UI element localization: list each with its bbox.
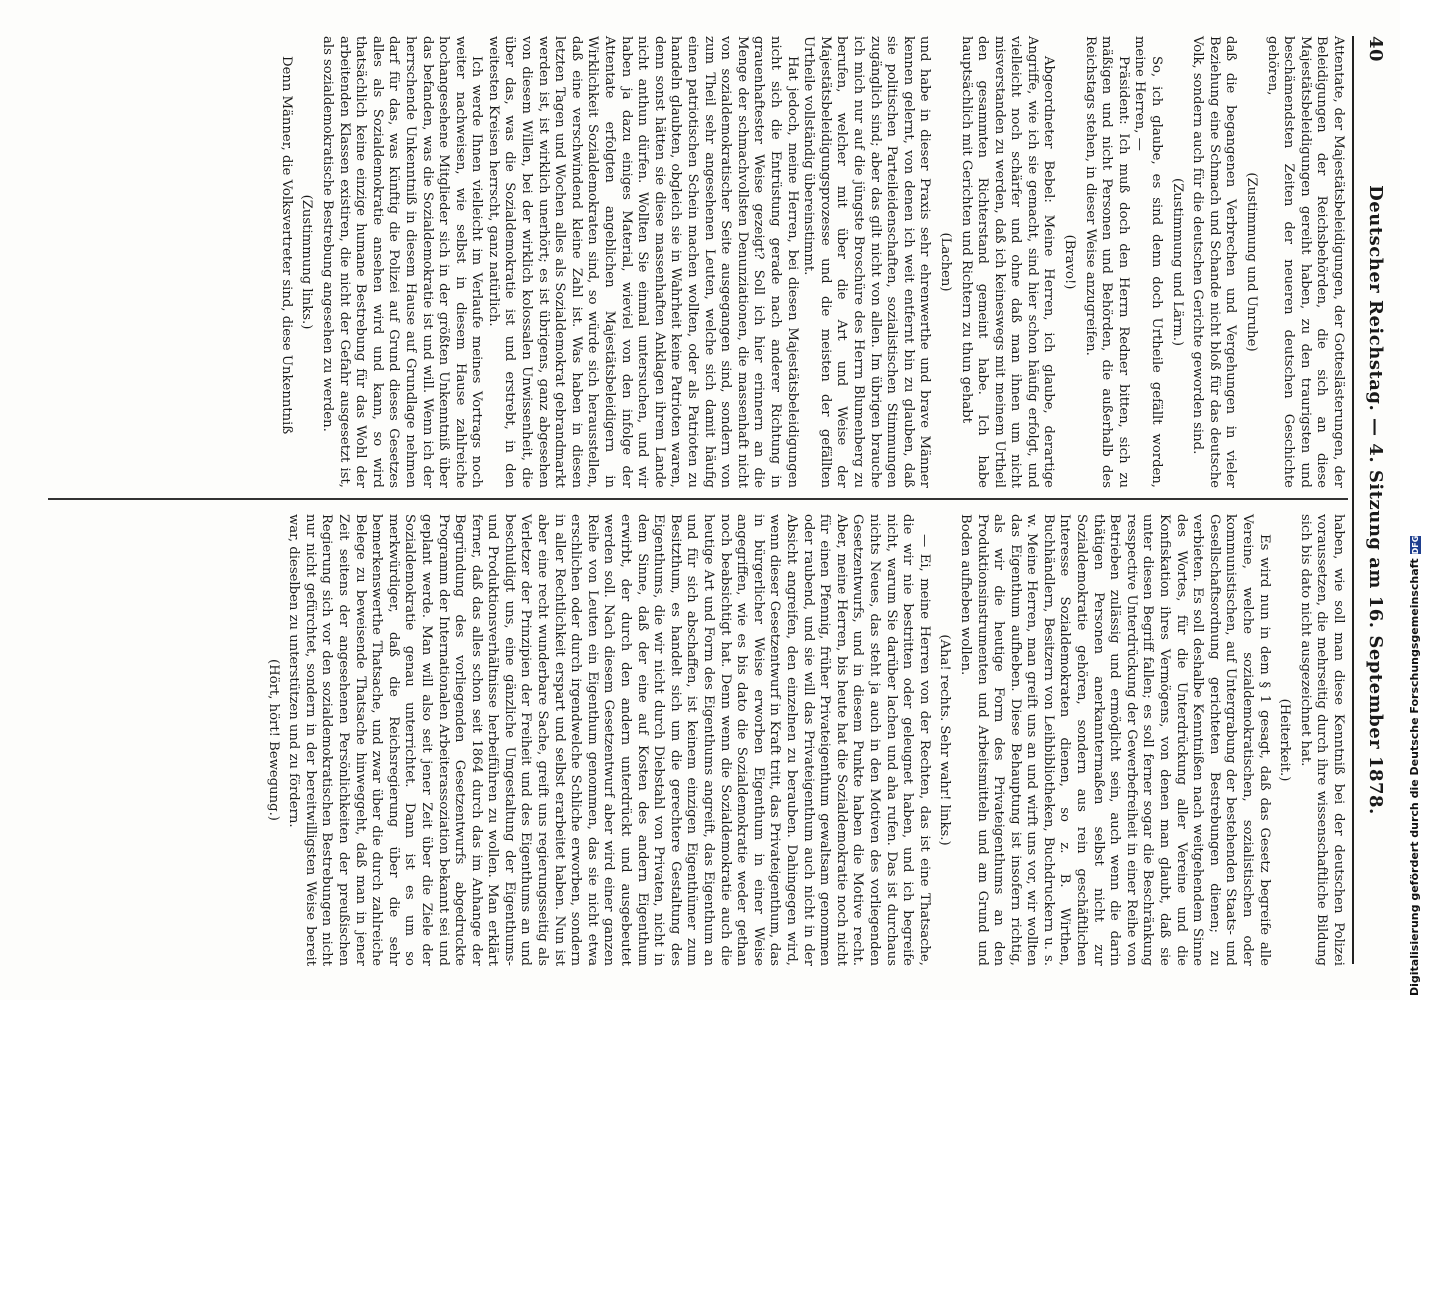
stage-direction: (Aha! rechts. Sehr wahr! links.): [937, 634, 953, 846]
paragraph: Präsident: Ich muß doch den Herrn Redner bitten, sich zu mäßigen und nicht Personen und Behörden, die außerhalb des Reichstags stehen, in dieser Weise anzugreifen.: [1082, 36, 1131, 488]
paragraph: Denn Männer, die Volksvertreter sind, diese Unkenntniß: [278, 56, 294, 435]
stage-direction: (Zustimmung und Lärm.): [1169, 177, 1185, 347]
paragraph: Abgeordneter Bebel: Meine Herren, ich glaube, derartige Angriffe, wie ich sie gemacht, sind hier schon häufig erfolgt, und vielleicht noch schärfer und ohne daß man ihnen um nicht misverstanden zu werden, daß ich keineswegs mit meinem Urtheil den gesammten Richterstand gemeint habe. Ich habe hauptsächlich mit Gerichten und Richtern zu thun gehabt: [958, 36, 1057, 488]
left-column: [277, 36, 1346, 488]
stage-direction: (Heiterkeit.): [1277, 698, 1293, 782]
page-title: Deutscher Reichstag. — 4. Sitzung am 16. September 1878.: [1365, 185, 1386, 815]
column-divider: [48, 498, 1348, 500]
paragraph: haben, wie soll man diese Kenntniß bei der deutschen Polizei voraussetzen, die mehrseitig durch ihre wissenschaftliche Bildung sich bis dato nicht ausgezeichnet hat.: [1297, 514, 1346, 966]
stage-direction: (Zustimmung links.): [299, 194, 315, 330]
paragraph: und habe in dieser Praxis sehr ehrenwerthe und brave Männer kennen gelernt, von denen ich weit entfernt bin zu glauben, daß sie politischen Parteileidenschaften, sozialistischen Stimmungen zugänglich sind; aber das gilt nicht von allen. Im übrigen brauche ich mich nur auf die jüngste Broschüre des Herrn Blumenberg zu berufen, welcher mit über die Art und Weise der Majestätsbeleidigungsprozesse und die meisten der gefällten Urtheile vollständig übereinstimmt.: [801, 36, 933, 488]
stage-direction: (Zustimmung und Unruhe): [1244, 172, 1260, 352]
stage-direction: (Hört, hört! Bewegung.): [265, 659, 281, 821]
paragraph: Hat jedoch, meine Herren, bei diesen Majestätsbeleidigungen nicht sich die Entrüstung gerade nach anderer Richtung in grauenhaftester Weise gezeigt? Soll ich hier erinnern an die Menge der schmachvollsten Denunziationen, die massenhaft nicht von sozialdemokratischer Seite ausgegangen sind, sondern von zum Theil sehr angesehenen Leuten, welche sich damit häufig einen patriotischen Schein machen wollten, oder als Patrioten zu handeln glaubten, obgleich sie in Wahrheit keine Patrioten waren, denn sonst hätten sie diese massenhaften Anklagen ihrem Lande nicht anthun dürfen. Wollten Sie einmal untersuchen, und wir haben ja dazu einiges Material, wieviel von den infolge der Attentate erfolgten angeblichen Majestätsbeleidigern in Wirklichkeit Sozialdemokraten sind, so würde sich herausstellen, daß eine verschwindend kleine Zahl ist. Was haben in diesen letzten Tagen und Wochen alles als Sozialdemokrat gebrandmarkt werden ist, ist wirklich unerhört; es ist übrigens, ganz abgesehen von diesem Willen, bei der wirklich kolossalen Unwissenheit, die über das, was die Sozialdemokratie ist und erstrebt, in den weitesten Kreisen herrscht, ganz natürlich.: [485, 36, 800, 488]
digitization-credit: [1408, 535, 1426, 1316]
paragraph: — Ei, meine Herren von der Rechten, das ist eine Thatsache, die wir nie bestritten oder geleugnet haben, und ich begreife nicht, warum Sie darüber lachen und aha rufen. Das ist durchaus nichts Neues, das steht ja auch in den Motiven des vorliegenden Gesetzentwurfs, und in diesem Punkte haben die Motive recht. Aber, meine Herren, bis heute hat die Sozialdemokratie noch nicht für einen Pfennig, früher Privateigenthum gewaltsam genommen oder raubend, und sie will das Privateigenthum auch nicht in der Absicht angreifen, den einzelnen zu berauben. Dahingegen wird, wenn dieser Gesetzentwurf in Kraft tritt, das Privateigenthum, das in bürgerlicher Weise erworben Eigenthum in einer Weise angegriffen, wie es bis dato die Sozialdemokratie weder gethan noch beabsichtigt hat. Denn wenn die Sozialdemokratie auch die heutige Art und Form des Eigenthums angreift, das Eigenthum an und für sich abschaffen, ist keinem einzigen Eigenthümer zum Besitzthum, es handelt sich um die gerechtere Gestaltung des Eigenthums, die wir nicht durch Diebstahl von Privaten, nicht in dem Sinne, daß der eine auf Kosten des andern Eigenthum erwirbt, der durch den andern unterdrückt und ausgebeutet werden soll. Nach diesem Gesetzentwurf aber wird einer ganzen Reihe von Leuten ein Eigenthum genommen, das sie nicht etwa erschlichen oder durch irgendwelche Schliche erworben, sondern in aller Rechtlichkeit erspart und selbst erarbeitet haben. Nun ist aber eine recht wunderbare Sache, greift uns regierungsseitig als Verletzer der Prinzipien der Freiheit und des Eigenthums an und beschuldigt uns, eine gänzliche Umgestaltung der Eigenthums- und Produktionsverhältnisse herbeiführen zu wollen. Man erklärt ferner, daß das alles schon seit 1864 durch das im Anhange der Begründung des vorliegenden Gesetzentwurfs abgedruckte Programm der Internationalen Arbeiterassoziation bekannt sei und geplant werde. Man will also seit jener Zeit über die Ziele der Sozialdemokratie genau unterrichtet. Dann ist es um so merkwürdiger, daß die Reichsregierung über die sehr bemerkenswerthe Thatsache, und zwar über die durch zahlreiche Belege zu beweisende Thatsache hinweggeht, daß man in jener Zeit seitens der angesehenen Persönlichkeiten der preußischen Regierung sich vor den sozialdemokratischen Bestrebungen nicht nur nicht gefürchtet, sondern in der bereitwilligsten Weise bereit war, dieselben zu unterstützen und zu fördern.: [286, 514, 932, 966]
stage-direction: (Bravo!): [1062, 234, 1078, 290]
paragraph: Attentate, der Majestätsbeleidigungen, der Gotteslästerungen, der Beleidigungen der Reichsbehörden, die sich an diese Majestätsbeleidigungen gereiht haben, zu den traurigsten und beschämendsten Zeiten der neueren deutschen Geschichte gehören,: [1264, 36, 1346, 488]
paragraph: So, ich glaube, es sind denn doch Urtheile gefällt worden, meine Herren, —: [1132, 36, 1165, 488]
dfg-logo: DFG: [1410, 535, 1420, 555]
right-column: [260, 514, 1346, 966]
stage-direction: (Lachen): [937, 232, 953, 292]
paragraph: Ich werde Ihnen vielleicht im Verlaufe meines Vortrags noch weiter nachweisen, wie selbst in diesem Hause zahlreiche hochangesehene Mitglieder sich in der größten Unkenntniß über das befanden, was die Sozialdemokratie ist und will. Wenn ich der herrschende Unkenntniß in diesem Hause auf Grundlage nehmen darf für das, was künftig die Polizei auf Grund dieses Gesetzes alles als Sozialdemokratie ansehen wird und kann, so wird thatsächlich keine einzige humane Bestrebung für das Wohl der arbeitenden Klassen existiren, die nicht der Gefahr ausgesetzt ist, als sozialdemokratische Bestrebung angesehen zu werden.: [319, 36, 485, 488]
paragraph: daß die begangenen Verbrechen und Vergehungen in vieler Beziehung eine Schmach und Schande nicht bloß für das deutsche Volk, sondern auch für die deutschen Gerichte geworden sind.: [1190, 36, 1239, 488]
credit-text: Digitalisierung gefördert durch die Deutsche Forschungsgemeinschaft: [1408, 558, 1421, 996]
header-rule: [1352, 36, 1354, 964]
page-header: [1356, 36, 1390, 964]
paragraph: Es wird nun in dem § 1 gesagt, daß das Gesetz begreife alle Vereine, welche sozialdemokratischen, sozialistischen oder kommunistischen, auf Untergrabung der bestehenden Staats- und Gesellschaftsordnung gerichteten Bestrebungen dienen; zu verbieten. Es soll deshalbe Kenntnißen nach weitgehendem Sinne des Wortes, für die Unterdrückung aller Vereine und die Konfiskation ihres Vermögens, von denen man glaubt, daß sie unter diesen Begriff fallen; es soll ferner sogar die Beschränkung resspective Unterdrückung der Gewerbefreiheit in einer Reihe von Betrieben zulässig und ermöglicht sein, auch wenn die darin thätigen Personen anerkanntermaßen selbst nicht zur Sozialdemokratie gehören, sondern aus rein geschäftlichen Interesse Sozialdemokraten dienen, so z. B. Wirthen, Buchhändlern, Besitzern von Leihbibliotheken, Buchdruckern u. s. w. Meine Herren, man greift uns an und wirft uns vor, wir wollten das Eigenthum aufheben. Diese Behauptung ist insofern richtig, als wir die heutige Form des Privateigenthums an den Produktionsinstrumenten und Arbeitsmitteln und am Grund und Boden aufheben wollen.: [957, 514, 1272, 966]
page-number: 40: [1365, 36, 1386, 63]
